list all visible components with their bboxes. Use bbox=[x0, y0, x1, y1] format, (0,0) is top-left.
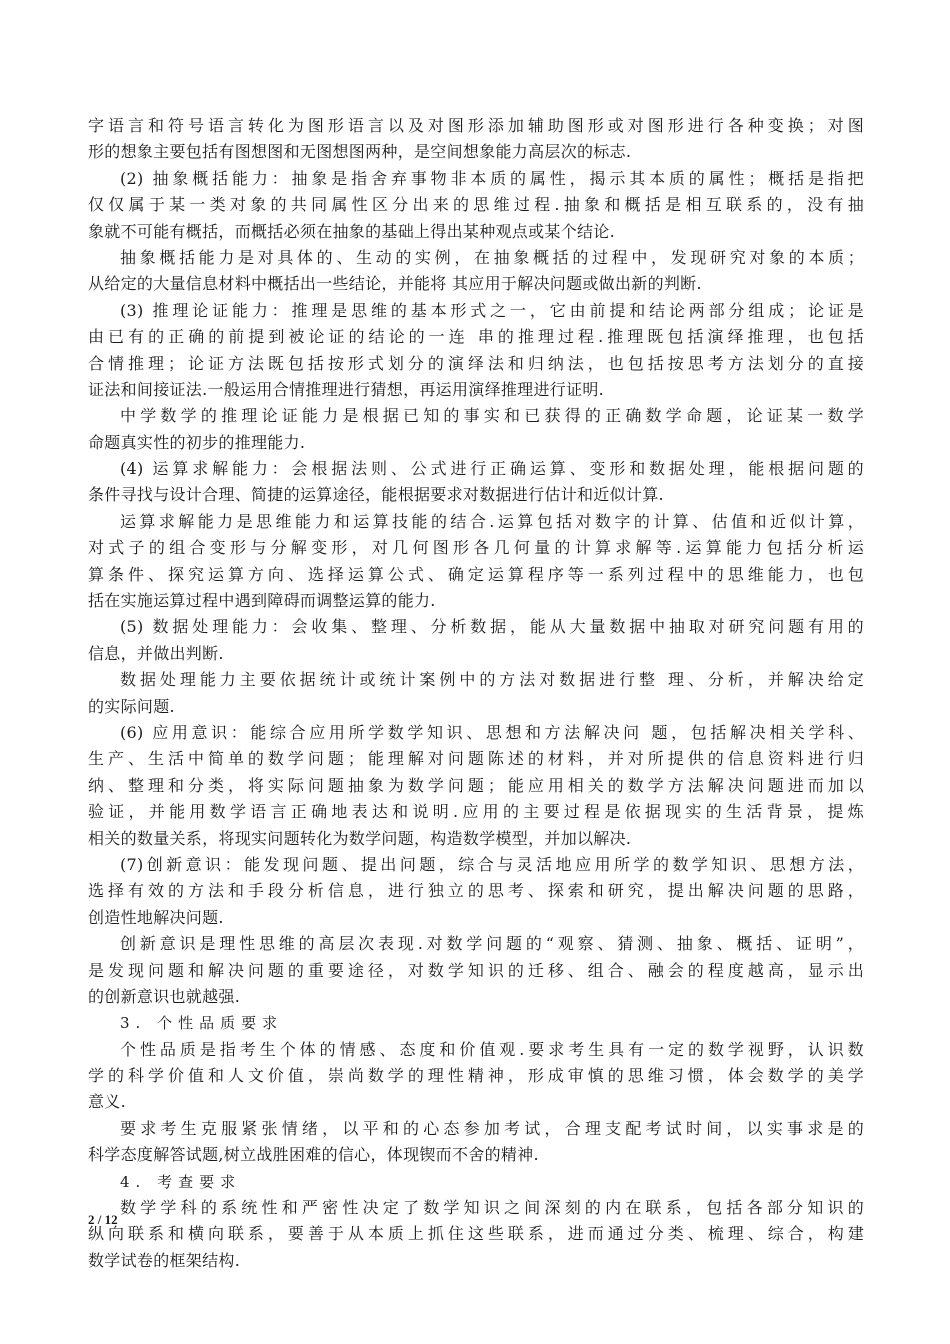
paragraph bbox=[88, 1116, 864, 1169]
paragraph bbox=[88, 298, 864, 404]
text-line: 纵向联系和横向联系，要善于从本质上抓住这些联系，进而通过分类、梳理、综合，构建 bbox=[88, 1224, 864, 1244]
text-line: 数学学科的系统性和严密性决定了数学知识之间深刻的内在联系，包括各部分知识的 bbox=[120, 1198, 864, 1218]
text-line: 象就不可能有概括，而概括必须在抽象的基础上得出某种观点或某个结论. bbox=[88, 221, 615, 241]
text-line: (6) 应用意识：能综合应用所学数学知识、思想和方法解决问 题，包括解决相关学科、 bbox=[120, 722, 864, 742]
text-line: 的创新意识也就越强. bbox=[88, 986, 241, 1006]
paragraph bbox=[88, 1037, 864, 1116]
text-line: 信息，并做出判断. bbox=[88, 643, 224, 663]
paragraph bbox=[88, 931, 864, 1010]
text-line: 数学试卷的框架结构. bbox=[88, 1250, 241, 1270]
document-body bbox=[88, 113, 864, 1274]
paragraph bbox=[88, 1195, 864, 1274]
text-line: 对式子的组合变形与分解变形，对几何图形各几何量的计算求解等.运算能力包括分析运 bbox=[88, 538, 864, 558]
section-heading bbox=[88, 1169, 864, 1195]
text-line: 字语言和符号语言转化为图形语言以及对图形添加辅助图形或对图形进行各种变换；对图 bbox=[88, 116, 864, 135]
text-line: (3) 推理论证能力：推理是思维的基本形式之一，它由前提和结论两部分组成；论证是 bbox=[120, 300, 864, 320]
paragraph bbox=[88, 667, 864, 720]
text-line: 学的科学价值和人文价值，崇尚数学的理性精神，形成审慎的思维习惯，体会数学的美学 bbox=[88, 1066, 864, 1086]
text-line: 意义. bbox=[88, 1092, 126, 1112]
text-line: 从给定的大量信息材料中概括出一些结论，并能将 其应用于解决问题或做出新的判断. bbox=[88, 274, 702, 294]
text-line: 是发现问题和解决问题的重要途径，对数学知识的迁移、组合、融会的程度越高，显示出 bbox=[88, 960, 864, 980]
paragraph bbox=[88, 403, 864, 456]
text-line: 条件寻找与设计合理、简捷的运算途径，能根据要求对数据进行估计和近似计算. bbox=[88, 485, 664, 505]
paragraph bbox=[88, 113, 864, 166]
text-line: 选择有效的方法和手段分析信息，进行独立的思考、探索和研究，提出解决问题的思路， bbox=[88, 881, 864, 901]
text-line: 算条件、探究运算方向、选择运算公式、确定运算程序等一系列过程中的思维能力，也包 bbox=[88, 564, 864, 584]
text-line: 验证，并能用数学语言正确地表达和说明.应用的主要过程是依据现实的生活背景，提炼 bbox=[88, 802, 864, 822]
text-line: 运算求解能力是思维能力和运算技能的结合.运算包括对数字的计算、估值和近似计算， bbox=[120, 511, 864, 531]
text-line: 创新意识是理性思维的高层次表现.对数学问题的“观察、猜测、抽象、概括、证明”， bbox=[120, 934, 864, 954]
text-line: 数据处理能力主要依据统计或统计案例中的方法对数据进行整 理、分析，并解决给定 bbox=[120, 670, 864, 690]
text-line: 抽象概括能力是对具体的、生动的实例，在抽象概括的过程中，发现研究对象的本质； bbox=[120, 247, 864, 267]
text-line: 仅仅属于某一类对象的共同属性区分出来的思维过程.抽象和概括是相互联系的，没有抽 bbox=[88, 195, 864, 215]
paragraph bbox=[88, 509, 864, 615]
paragraph bbox=[88, 166, 864, 245]
page-number: 2 / 12 bbox=[88, 1212, 118, 1227]
text-line: (7)创新意识：能发现问题、提出问题，综合与灵活地应用所学的数学知识、思想方法， bbox=[120, 854, 864, 874]
paragraph bbox=[88, 614, 864, 667]
text-line: 相关的数量关系，将现实问题转化为数学问题，构造数学模型，并加以解决. bbox=[88, 828, 632, 848]
heading-text: 3. 个性品质要求 bbox=[120, 1014, 284, 1033]
text-line: 证法和间接证法.一般运用合情推理进行猜想，再运用演绎推理进行证明. bbox=[88, 379, 605, 399]
text-line: (5) 数据处理能力：会收集、整理、分析数据，能从大量数据中抽取对研究问题有用的 bbox=[120, 617, 864, 637]
heading-text: 4. 考查要求 bbox=[120, 1172, 242, 1191]
text-line: 形的想象主要包括有图想图和无图想图两种，是空间想象能力高层次的标志. bbox=[88, 142, 632, 162]
paragraph bbox=[88, 245, 864, 298]
text-line: 中学数学的推理论证能力是根据已知的事实和已获得的正确数学命题，论证某一数学 bbox=[120, 406, 864, 426]
text-line: (2) 抽象概括能力：抽象是指舍弃事物非本质的属性，揭示其本质的属性；概括是指把 bbox=[120, 168, 864, 188]
text-line: 合情推理；论证方法既包括按形式划分的演绎法和归纳法，也包括按思考方法划分的直接 bbox=[88, 353, 864, 373]
text-line: 由已有的正确的前提到被论证的结论的一连 串的推理过程.推理既包括演绎推理，也包括 bbox=[88, 327, 864, 347]
text-line: 的实际问题. bbox=[88, 696, 175, 716]
text-line: 要求考生克服紧张情绪，以平和的心态参加考试，合理支配考试时间，以实事求是的 bbox=[120, 1118, 864, 1138]
text-line: 生产、生活中简单的数学问题；能理解对问题陈述的材料，并对所提供的信息资料进行归 bbox=[88, 749, 864, 769]
paragraph bbox=[88, 852, 864, 931]
paragraph bbox=[88, 456, 864, 509]
text-line: (4) 运算求解能力：会根据法则、公式进行正确运算、变形和数据处理，能根据问题的 bbox=[120, 459, 864, 479]
text-line: 科学态度解答试题,树立战胜困难的信心，体现锲而不舍的精神. bbox=[88, 1145, 539, 1165]
text-line: 纳、整理和分类，将实际问题抽象为数学问题；能应用相关的数学方法解决问题进而加以 bbox=[88, 775, 864, 795]
text-line: 创造性地解决问题. bbox=[88, 907, 224, 927]
paragraph bbox=[88, 720, 864, 852]
text-line: 命题真实性的初步的推理能力. bbox=[88, 432, 306, 452]
text-line: 个性品质是指考生个体的情感、态度和价值观.要求考生具有一定的数学视野，认识数 bbox=[120, 1039, 864, 1059]
text-line: 括在实施运算过程中遇到障碍而调整运算的能力. bbox=[88, 591, 436, 611]
section-heading bbox=[88, 1010, 864, 1036]
